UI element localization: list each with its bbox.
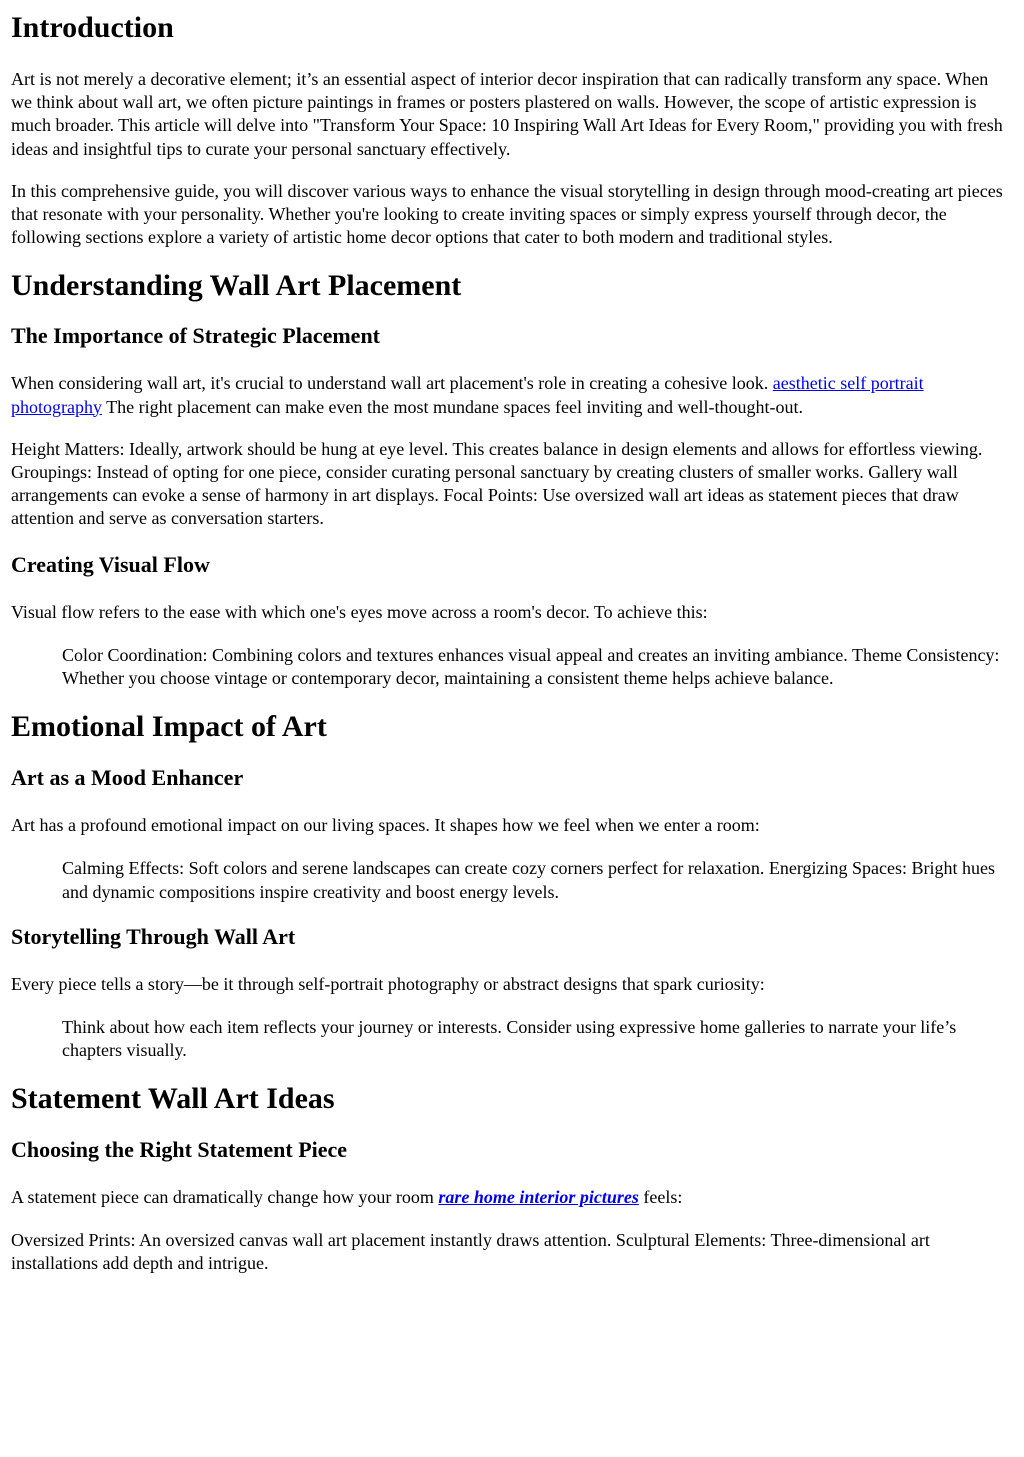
text-segment: When considering wall art, it's crucial to understand wall art placement's role in creating a cohesive look. (11, 373, 773, 394)
paragraph-choosing-1 (11, 1186, 1012, 1209)
list-mood-enhancer: Calming Effects: Soft colors and serene landscapes can create cozy corners perfect for relaxation. Energizing Spaces: Bright hues and dynamic compositions inspire creativity and boost energy levels. (62, 858, 995, 902)
list-visual-flow: Color Coordination: Combining colors and textures enhances visual appeal and creates an inviting ambiance. Theme Consistency: Whether you choose vintage or contemporary decor, maintaining a consistent theme helps achieve balance. (62, 644, 1000, 689)
paragraph-choosing-2: Oversized Prints: An oversized canvas wall art placement instantly draws attention. Sculptural Elements: Three-dimensional art installations add depth and intrigue. (11, 1229, 930, 1273)
subheading-mood-enhancer: Art as a Mood Enhancer (11, 765, 244, 791)
paragraph-strategic-2: Height Matters: Ideally, artwork should be hung at eye level. This creates balance in design elements and allows for effortless viewing. Groupings: Instead of opting for one piece, consider curating personal sanctuary by creating clusters of smaller works. Gallery wall arrangements can evoke a sense of harmony in art displays. Focal Points: Use oversized wall art ideas as statement pieces that draw attention and serve as conversation starters. (11, 438, 983, 529)
subheading-strategic-placement: The Importance of Strategic Placement (11, 323, 381, 349)
list-storytelling: Think about how each item reflects your journey or interests. Consider using expressive home galleries to narrate your life’s chapters visually. (62, 1017, 957, 1061)
heading-wall-art-placement: Understanding Wall Art Placement (11, 269, 462, 303)
link-rare-home-interior-pictures[interactable]: rare home interior pictures (438, 1187, 639, 1208)
subheading-storytelling: Storytelling Through Wall Art (11, 923, 296, 949)
heading-introduction: Introduction (11, 11, 174, 44)
text-segment: A statement piece can dramatically change how your room (11, 1187, 439, 1208)
link-aesthetic-self-portrait-photography[interactable]: aesthetic self portrait photography (11, 373, 924, 417)
paragraph-intro-1: Art is not merely a decorative element; it’s an essential aspect of interior decor inspiration that can radically transform any space. When we think about wall art, we often picture paintings in frames or posters plastered on walls. However, the scope of artistic expression is much broader. This article will delve into "Transform Your Space: 10 Inspiring Wall Art Ideas for Every Room," providing you with fresh ideas and insightful tips to curate your personal sanctuary effectively. (11, 69, 1003, 159)
text-segment: The right placement can make even the most mundane spaces feel inviting and well-thought-out. (101, 396, 803, 417)
paragraph-storytelling: Every piece tells a story—be it through self-portrait photography or abstract designs that spark curiosity: (11, 973, 765, 994)
heading-emotional-impact: Emotional Impact of Art (11, 710, 327, 744)
text-segment: feels: (638, 1187, 683, 1208)
paragraph-visual-flow: Visual flow refers to the ease with which one's eyes move across a room's decor. To achieve this: (11, 601, 708, 622)
subheading-visual-flow: Creating Visual Flow (11, 551, 210, 577)
article (0, 11, 1024, 1275)
paragraph-strategic-1 (11, 372, 1012, 418)
paragraph-mood-enhancer: Art has a profound emotional impact on our living spaces. It shapes how we feel when we enter a room: (11, 815, 760, 836)
heading-statement-wall-art: Statement Wall Art Ideas (11, 1082, 335, 1116)
paragraph-intro-2: In this comprehensive guide, you will discover various ways to enhance the visual storytelling in design through mood-creating art pieces that resonate with your personality. Whether you're looking to create inviting spaces or simply express yourself through decor, the following sections explore a variety of artistic home decor options that cater to both modern and traditional styles. (11, 180, 1003, 248)
subheading-choosing-statement-piece: Choosing the Right Statement Piece (11, 1137, 348, 1163)
